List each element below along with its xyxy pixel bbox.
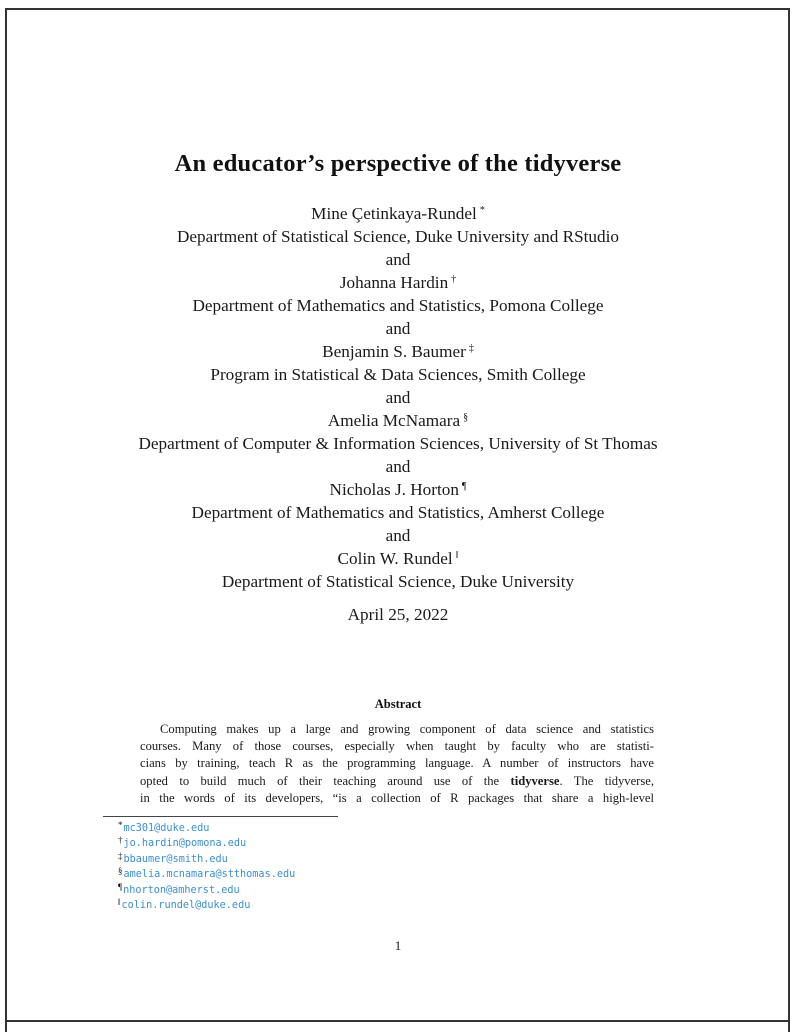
footnote-mark[interactable]: §: [463, 412, 469, 423]
footnote-mark: †: [118, 835, 123, 846]
email-link[interactable]: nhorton@amherst.edu: [123, 884, 240, 896]
footnotes: [118, 821, 295, 913]
author-name: Colin W. Rundel ‖: [337, 549, 459, 568]
tidyverse-term: tidyverse: [510, 773, 560, 788]
author-separator: and: [385, 319, 411, 338]
footnote-mark[interactable]: ‖: [455, 550, 459, 561]
footnote-item: [118, 883, 295, 898]
author-affiliation: Program in Statistical & Data Sciences, Smith College: [210, 365, 586, 384]
abstract-line: in the words of its developers, “is a collection of R packages that share a high-level: [140, 790, 654, 805]
footnote-mark: §: [118, 866, 123, 877]
email-link[interactable]: amelia.mcnamara@stthomas.edu: [123, 869, 296, 881]
abstract-line: Computing makes up a large and growing component of data science and statistics: [160, 722, 654, 736]
author-name: Mine Çetinkaya-Rundel *: [311, 204, 485, 223]
footnote-mark: ‡: [118, 850, 123, 861]
author-block: [0, 202, 796, 593]
footnote-item: [118, 898, 295, 913]
abstract-heading: Abstract: [374, 697, 422, 711]
email-link[interactable]: jo.hardin@pomona.edu: [123, 838, 247, 850]
author-name: Benjamin S. Baumer ‡: [322, 342, 474, 361]
page-number: 1: [394, 938, 402, 953]
author-separator: and: [385, 388, 411, 407]
footnote-item: [118, 867, 295, 882]
author-affiliation: Department of Mathematics and Statistics, Pomona College: [192, 296, 604, 315]
footnote-mark: ¶: [118, 881, 123, 892]
author-affiliation: Department of Statistical Science, Duke University and RStudio: [176, 227, 619, 246]
footnote-mark[interactable]: *: [479, 205, 485, 216]
author-separator: and: [385, 526, 411, 545]
author-separator: and: [385, 250, 411, 269]
author-name: Nicholas J. Horton ¶: [329, 480, 467, 499]
footnote-item: [118, 821, 295, 836]
paper-date: April 25, 2022: [347, 605, 449, 624]
author-separator: and: [385, 457, 411, 476]
footnote-mark: *: [118, 820, 123, 830]
author-name: Johanna Hardin †: [339, 273, 457, 292]
author-affiliation: Department of Computer & Information Sciences, University of St Thomas: [138, 434, 658, 453]
footnote-mark[interactable]: †: [451, 274, 457, 285]
email-link[interactable]: colin.rundel@duke.edu: [121, 900, 251, 912]
author-affiliation: Department of Mathematics and Statistics, Amherst College: [191, 503, 605, 522]
abstract-line: cians by training, teach R as the programming language. A number of instructors have: [140, 756, 654, 771]
footnote-mark[interactable]: ‡: [468, 343, 474, 354]
footnote-item: [118, 836, 295, 851]
email-link[interactable]: mc301@duke.edu: [123, 823, 210, 834]
author-name: Amelia McNamara §: [327, 411, 469, 430]
abstract-line: courses. Many of those courses, especially when taught by faculty who are statisti-: [140, 739, 654, 754]
abstract-line: opted to build much of their teaching around use of the tidyverse. The tidyverse,: [140, 773, 655, 788]
footnote-mark: ‖: [118, 897, 121, 908]
abstract-text: [140, 721, 654, 807]
email-link[interactable]: bbaumer@smith.edu: [123, 853, 228, 865]
author-affiliation: Department of Statistical Science, Duke University: [221, 572, 575, 591]
paper-title: An educator’s perspective of the tidyverse: [174, 150, 622, 177]
footnote-mark[interactable]: ¶: [461, 481, 467, 492]
footnote-item: [118, 852, 295, 867]
footnote-divider: [103, 816, 338, 817]
